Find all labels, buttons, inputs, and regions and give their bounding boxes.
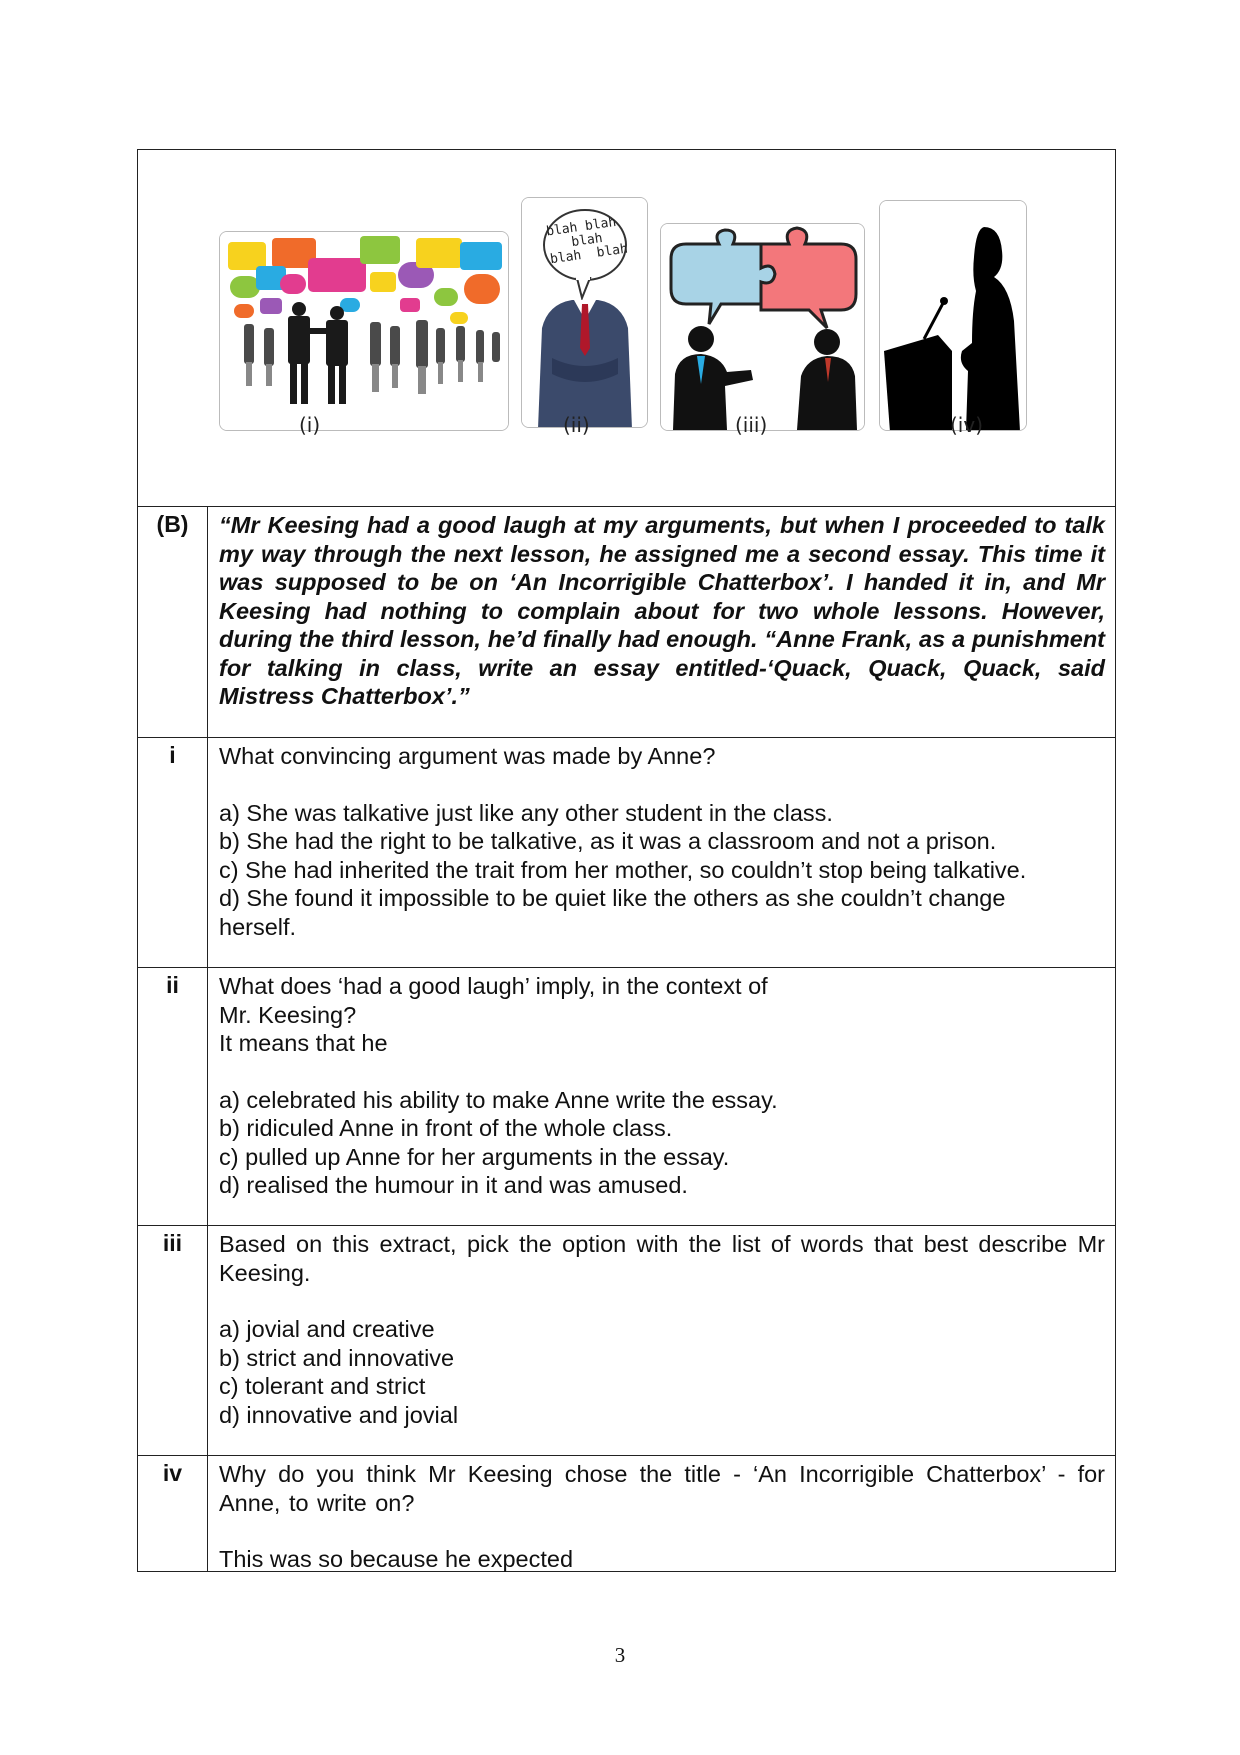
question-text: What convincing argument was made by Anne? bbox=[219, 743, 716, 769]
image-caption: (i) bbox=[299, 413, 321, 437]
question-text: Based on this extract, pick the option with the list of words that best describe Mr Keesing. bbox=[219, 1231, 1105, 1286]
question-row bbox=[138, 738, 1115, 968]
question-number: iii bbox=[138, 1226, 208, 1455]
image-row bbox=[138, 150, 1115, 507]
answer-option: c) pulled up Anne for her arguments in the essay. bbox=[219, 1143, 730, 1170]
question-number: i bbox=[138, 738, 208, 967]
blah-word: blah bbox=[545, 220, 579, 240]
blah-word: blah bbox=[584, 214, 618, 235]
question-text: It means that he bbox=[219, 1030, 388, 1056]
blah-word: blah bbox=[549, 248, 583, 268]
answer-option: c) tolerant and strict bbox=[219, 1373, 426, 1399]
question-body bbox=[208, 968, 1115, 1225]
question-table bbox=[137, 149, 1116, 1572]
answer-option: d) realised the humour in it and was amused. bbox=[219, 1172, 688, 1198]
puzzle-conversation-image bbox=[660, 223, 865, 431]
answer-option: b) strict and innovative bbox=[219, 1344, 455, 1371]
speaker-podium-silhouette bbox=[880, 201, 1027, 431]
answer-option: a) jovial and creative bbox=[219, 1316, 435, 1342]
answer-option: d) She found it impossible to be quiet like the others as she couldn’t change herself. bbox=[219, 885, 1006, 940]
question-row bbox=[138, 1456, 1115, 1571]
answer-option: a) She was talkative just like any other student in the class. bbox=[219, 799, 833, 826]
answer-option: b) ridiculed Anne in front of the whole class. bbox=[219, 1115, 673, 1141]
answer-option: d) innovative and jovial bbox=[219, 1401, 459, 1428]
image-caption: (iv) bbox=[950, 413, 983, 437]
question-body bbox=[208, 1226, 1115, 1455]
crowd-speech-bubbles-illustration bbox=[220, 232, 509, 431]
answer-prompt: This was so because he expected bbox=[219, 1546, 574, 1572]
question-body bbox=[208, 738, 1115, 967]
section-label: (B) bbox=[138, 507, 208, 737]
question-text: Why do you think Mr Keesing chose the title - ‘An Incorrigible Chatterbox’ - for Anne, to write on? bbox=[219, 1461, 1105, 1516]
section-b-row bbox=[138, 507, 1115, 738]
answer-option: a) celebrated his ability to make Anne write the essay. bbox=[219, 1086, 778, 1113]
image-caption: (iii) bbox=[735, 413, 768, 437]
question-row bbox=[138, 1226, 1115, 1456]
answer-option: c) She had inherited the trait from her mother, so couldn’t stop being talkative. bbox=[219, 856, 1027, 883]
question-body bbox=[208, 1456, 1115, 1571]
blah-word: blah bbox=[595, 241, 629, 261]
question-number: ii bbox=[138, 968, 208, 1225]
question-number: iv bbox=[138, 1456, 208, 1571]
extract-passage: “Mr Keesing had a good laugh at my arguments, but when I proceeded to talk my way through the next lesson, he assigned me a second essay. This time it was supposed to be on ‘An Incorrigible Chatterbox’. I handed it in, and Mr Keesing had nothing to complain about for two whole lessons. However, during the third lesson, he’d finally had enough. “Anne Frank, as a punishment for talking in class, write an essay entitled-‘Quack, Quack, Quack, said Mistress Chatterbox’.” bbox=[219, 512, 1105, 709]
question-row bbox=[138, 968, 1115, 1226]
answer-option: b) She had the right to be talkative, as it was a classroom and not a prison. bbox=[219, 828, 997, 854]
question-text: What does ‘had a good laugh’ imply, in the context of bbox=[219, 973, 768, 999]
puzzle-conversation-illustration bbox=[661, 224, 865, 431]
image-caption: (ii) bbox=[563, 413, 590, 437]
crowd-speech-bubbles-image bbox=[219, 231, 509, 431]
question-text: Mr. Keesing? bbox=[219, 1001, 357, 1028]
speaker-podium-image bbox=[879, 200, 1027, 431]
blah-head-image bbox=[521, 197, 648, 428]
page-number: 3 bbox=[614, 1643, 626, 1667]
blah-word: blah bbox=[570, 230, 604, 251]
